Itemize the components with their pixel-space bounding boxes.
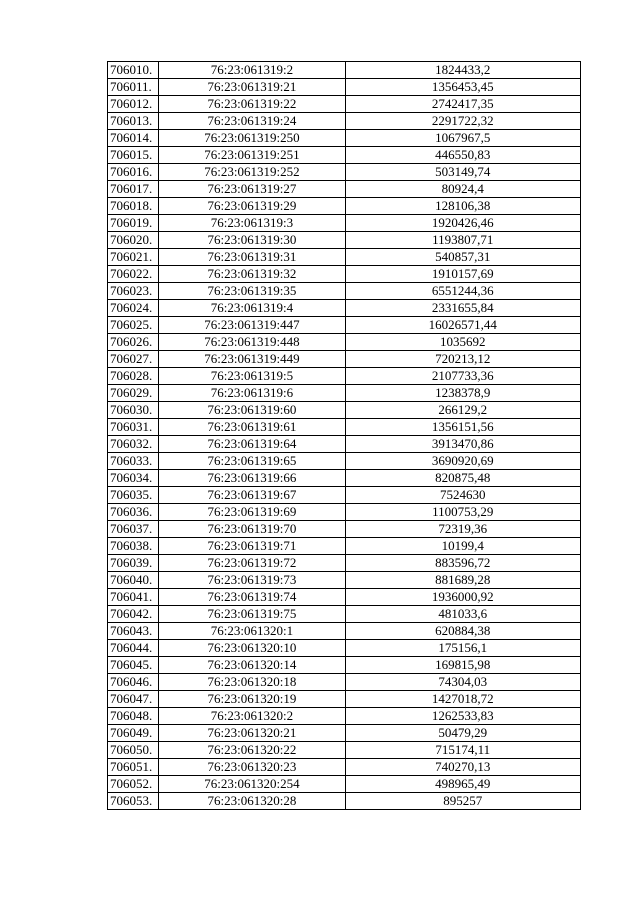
cadastral-number-cell: 76:23:061319:65 [159,453,345,470]
row-number-cell: 706028. [108,368,159,385]
cadastral-value-cell: 620884,38 [345,623,580,640]
cadastral-value-cell: 50479,29 [345,725,580,742]
row-number-cell: 706027. [108,351,159,368]
table-row [108,402,581,419]
cadastral-value-cell: 1356453,45 [345,79,580,96]
cadastral-value-cell: 7524630 [345,487,580,504]
cadastral-value-cell: 266129,2 [345,402,580,419]
table-row [108,147,581,164]
table-row [108,742,581,759]
table-row [108,538,581,555]
cadastral-value-cell: 1936000,92 [345,589,580,606]
cadastral-value-cell: 1427018,72 [345,691,580,708]
cadastral-value-cell: 446550,83 [345,147,580,164]
cadastral-value-cell: 820875,48 [345,470,580,487]
cadastral-number-cell: 76:23:061320:1 [159,623,345,640]
table-row [108,776,581,793]
table-row [108,181,581,198]
cadastral-number-cell: 76:23:061319:71 [159,538,345,555]
cadastral-value-cell: 175156,1 [345,640,580,657]
cadastral-number-cell: 76:23:061319:72 [159,555,345,572]
row-number-cell: 706026. [108,334,159,351]
row-number-cell: 706030. [108,402,159,419]
row-number-cell: 706037. [108,521,159,538]
cadastral-number-cell: 76:23:061319:32 [159,266,345,283]
row-number-cell: 706024. [108,300,159,317]
cadastral-number-cell: 76:23:061320:22 [159,742,345,759]
row-number-cell: 706044. [108,640,159,657]
cadastral-number-cell: 76:23:061320:19 [159,691,345,708]
cadastral-number-cell: 76:23:061319:30 [159,232,345,249]
cadastral-value-cell: 1824433,2 [345,62,580,79]
cadastral-value-cell: 72319,36 [345,521,580,538]
table-row [108,708,581,725]
row-number-cell: 706032. [108,436,159,453]
cadastral-number-cell: 76:23:061319:29 [159,198,345,215]
row-number-cell: 706052. [108,776,159,793]
row-number-cell: 706013. [108,113,159,130]
cadastral-number-cell: 76:23:061320:14 [159,657,345,674]
table-row [108,640,581,657]
cadastral-value-cell: 1262533,83 [345,708,580,725]
cadastral-number-cell: 76:23:061319:61 [159,419,345,436]
cadastral-value-table [107,61,581,810]
cadastral-value-cell: 3690920,69 [345,453,580,470]
row-number-cell: 706034. [108,470,159,487]
cadastral-number-cell: 76:23:061319:5 [159,368,345,385]
cadastral-value-cell: 10199,4 [345,538,580,555]
cadastral-value-cell: 3913470,86 [345,436,580,453]
cadastral-number-cell: 76:23:061319:22 [159,96,345,113]
table-row [108,79,581,96]
table-row [108,283,581,300]
table-row [108,215,581,232]
table-row [108,725,581,742]
cadastral-value-cell: 1920426,46 [345,215,580,232]
table-row [108,334,581,351]
cadastral-value-cell: 481033,6 [345,606,580,623]
cadastral-number-cell: 76:23:061319:4 [159,300,345,317]
row-number-cell: 706049. [108,725,159,742]
cadastral-value-cell: 1067967,5 [345,130,580,147]
table-row [108,572,581,589]
cadastral-number-cell: 76:23:061319:21 [159,79,345,96]
row-number-cell: 706043. [108,623,159,640]
row-number-cell: 706040. [108,572,159,589]
cadastral-value-cell: 16026571,44 [345,317,580,334]
cadastral-value-cell: 503149,74 [345,164,580,181]
cadastral-value-cell: 883596,72 [345,555,580,572]
cadastral-number-cell: 76:23:061319:447 [159,317,345,334]
cadastral-number-cell: 76:23:061319:31 [159,249,345,266]
row-number-cell: 706011. [108,79,159,96]
table-row [108,317,581,334]
row-number-cell: 706016. [108,164,159,181]
cadastral-value-cell: 895257 [345,793,580,810]
row-number-cell: 706010. [108,62,159,79]
row-number-cell: 706036. [108,504,159,521]
row-number-cell: 706042. [108,606,159,623]
cadastral-number-cell: 76:23:061319:66 [159,470,345,487]
table-row [108,674,581,691]
table-row [108,606,581,623]
table-row [108,470,581,487]
row-number-cell: 706029. [108,385,159,402]
table-row [108,249,581,266]
table-row [108,351,581,368]
row-number-cell: 706014. [108,130,159,147]
row-number-cell: 706039. [108,555,159,572]
cadastral-number-cell: 76:23:061319:60 [159,402,345,419]
cadastral-value-cell: 2291722,32 [345,113,580,130]
table-row [108,300,581,317]
row-number-cell: 706021. [108,249,159,266]
cadastral-number-cell: 76:23:061319:67 [159,487,345,504]
cadastral-value-cell: 720213,12 [345,351,580,368]
cadastral-number-cell: 76:23:061320:254 [159,776,345,793]
table-row [108,198,581,215]
table-row [108,521,581,538]
cadastral-value-cell: 2331655,84 [345,300,580,317]
row-number-cell: 706045. [108,657,159,674]
row-number-cell: 706038. [108,538,159,555]
cadastral-number-cell: 76:23:061320:23 [159,759,345,776]
cadastral-value-cell: 740270,13 [345,759,580,776]
table-row [108,504,581,521]
table-row [108,657,581,674]
cadastral-number-cell: 76:23:061319:35 [159,283,345,300]
table-body [108,62,581,810]
cadastral-value-cell: 169815,98 [345,657,580,674]
row-number-cell: 706047. [108,691,159,708]
table-row [108,385,581,402]
row-number-cell: 706053. [108,793,159,810]
table-row [108,96,581,113]
row-number-cell: 706031. [108,419,159,436]
table-row [108,164,581,181]
table-row [108,368,581,385]
row-number-cell: 706048. [108,708,159,725]
cadastral-number-cell: 76:23:061319:251 [159,147,345,164]
cadastral-value-cell: 1356151,56 [345,419,580,436]
cadastral-number-cell: 76:23:061320:21 [159,725,345,742]
cadastral-number-cell: 76:23:061319:3 [159,215,345,232]
cadastral-number-cell: 76:23:061319:74 [159,589,345,606]
cadastral-value-cell: 2107733,36 [345,368,580,385]
table-row [108,555,581,572]
cadastral-number-cell: 76:23:061320:2 [159,708,345,725]
table-row [108,623,581,640]
cadastral-value-cell: 540857,31 [345,249,580,266]
table-row [108,130,581,147]
cadastral-number-cell: 76:23:061319:448 [159,334,345,351]
table-row [108,62,581,79]
row-number-cell: 706050. [108,742,159,759]
table-row [108,419,581,436]
row-number-cell: 706051. [108,759,159,776]
cadastral-value-cell: 6551244,36 [345,283,580,300]
row-number-cell: 706018. [108,198,159,215]
row-number-cell: 706017. [108,181,159,198]
cadastral-number-cell: 76:23:061319:70 [159,521,345,538]
cadastral-number-cell: 76:23:061319:75 [159,606,345,623]
cadastral-value-cell: 715174,11 [345,742,580,759]
row-number-cell: 706025. [108,317,159,334]
cadastral-number-cell: 76:23:061320:18 [159,674,345,691]
cadastral-number-cell: 76:23:061320:10 [159,640,345,657]
row-number-cell: 706033. [108,453,159,470]
table-row [108,113,581,130]
cadastral-number-cell: 76:23:061319:64 [159,436,345,453]
cadastral-value-cell: 1035692 [345,334,580,351]
row-number-cell: 706023. [108,283,159,300]
cadastral-value-cell: 498965,49 [345,776,580,793]
row-number-cell: 706035. [108,487,159,504]
cadastral-value-cell: 74304,03 [345,674,580,691]
cadastral-value-cell: 1910157,69 [345,266,580,283]
row-number-cell: 706015. [108,147,159,164]
row-number-cell: 706012. [108,96,159,113]
cadastral-number-cell: 76:23:061319:252 [159,164,345,181]
cadastral-value-cell: 128106,38 [345,198,580,215]
table-row [108,232,581,249]
cadastral-number-cell: 76:23:061319:24 [159,113,345,130]
table-row [108,589,581,606]
table-row [108,793,581,810]
cadastral-number-cell: 76:23:061319:27 [159,181,345,198]
table-row [108,453,581,470]
row-number-cell: 706046. [108,674,159,691]
cadastral-value-cell: 1100753,29 [345,504,580,521]
cadastral-value-cell: 2742417,35 [345,96,580,113]
cadastral-value-cell: 1238378,9 [345,385,580,402]
cadastral-value-cell: 80924,4 [345,181,580,198]
row-number-cell: 706041. [108,589,159,606]
row-number-cell: 706019. [108,215,159,232]
table-row [108,487,581,504]
cadastral-number-cell: 76:23:061319:6 [159,385,345,402]
cadastral-number-cell: 76:23:061319:69 [159,504,345,521]
row-number-cell: 706020. [108,232,159,249]
table-row [108,266,581,283]
row-number-cell: 706022. [108,266,159,283]
cadastral-value-cell: 881689,28 [345,572,580,589]
table-row [108,436,581,453]
cadastral-value-cell: 1193807,71 [345,232,580,249]
cadastral-number-cell: 76:23:061319:2 [159,62,345,79]
cadastral-number-cell: 76:23:061320:28 [159,793,345,810]
table-row [108,691,581,708]
cadastral-number-cell: 76:23:061319:250 [159,130,345,147]
cadastral-number-cell: 76:23:061319:449 [159,351,345,368]
table-row [108,759,581,776]
cadastral-number-cell: 76:23:061319:73 [159,572,345,589]
